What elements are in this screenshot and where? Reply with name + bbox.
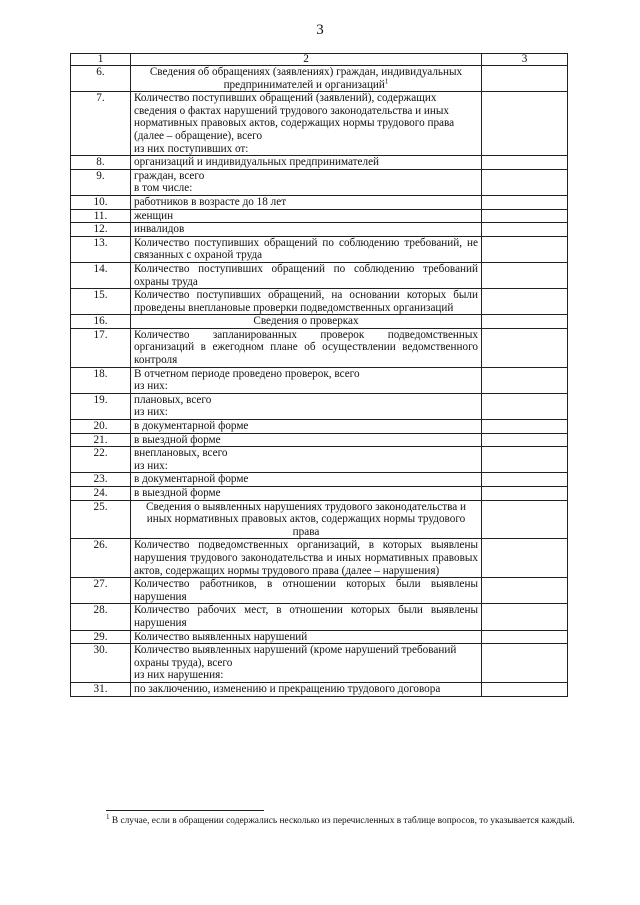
row-number: 23. [71, 473, 131, 487]
row-number: 13. [71, 236, 131, 262]
row-number: 26. [71, 539, 131, 578]
table-row [71, 393, 568, 419]
row-text-line: Количество рабочих мест, в отношении которых были выявлены нарушения [134, 604, 478, 629]
value-cell [482, 315, 568, 329]
footnote [93, 812, 583, 828]
row-text-line: плановых, всего [134, 393, 212, 406]
row-description [131, 644, 482, 683]
table-row [71, 578, 568, 604]
row-text-line: из них поступивших от: [134, 142, 249, 155]
row-number: 30. [71, 644, 131, 683]
row-text-line: в выездной форме [134, 433, 221, 446]
row-text-line: граждан, всего [134, 169, 205, 182]
row-description [131, 328, 482, 367]
section-header-row [71, 66, 568, 92]
row-description [131, 604, 482, 630]
table-row [71, 447, 568, 473]
row-description [131, 433, 482, 447]
value-cell [482, 169, 568, 195]
value-cell [482, 447, 568, 473]
row-description [131, 169, 482, 195]
row-text-line: внеплановых, всего [134, 447, 228, 460]
value-cell [482, 420, 568, 434]
header-cell-2: 2 [131, 54, 482, 66]
value-cell [482, 539, 568, 578]
row-number: 16. [71, 315, 131, 329]
value-cell [482, 289, 568, 315]
value-cell [482, 195, 568, 209]
row-number: 21. [71, 433, 131, 447]
table-row [71, 92, 568, 156]
row-description [131, 578, 482, 604]
footnote-ref: 1 [384, 76, 389, 85]
row-text-line: в выездной форме [134, 487, 221, 499]
row-text-line: в том числе: [134, 182, 193, 195]
row-text-line: инвалидов [134, 223, 185, 236]
row-text-line: Количество выявленных нарушений (кроме нарушений требований охраны труда), всего [134, 644, 457, 669]
value-cell [482, 644, 568, 683]
row-number: 27. [71, 578, 131, 604]
value-cell [482, 66, 568, 92]
table-header-row [71, 54, 568, 66]
row-text-line: Сведения о выявленных нарушениях трудового законодательства и иных нормативных правовых актов, содержащих нормы трудового права [146, 500, 466, 538]
table-row [71, 169, 568, 195]
row-description [131, 630, 482, 644]
row-description [131, 682, 482, 696]
row-number: 31. [71, 682, 131, 696]
value-cell [482, 433, 568, 447]
row-description [131, 236, 482, 262]
table-row [71, 682, 568, 696]
table-row [71, 289, 568, 315]
row-number: 25. [71, 500, 131, 539]
table-row [71, 236, 568, 262]
row-description [131, 473, 482, 487]
row-text-line: Количество подведомственных организаций, в которых выявлены нарушения трудового законодательства и иных нормативных правовых актов, содержащих нормы трудового права (далее – нарушения) [134, 539, 478, 577]
row-text-line: организаций и индивидуальных предпринимателей [134, 156, 380, 169]
row-description [131, 262, 482, 288]
row-text-line: работников в возрасте до 18 лет [134, 195, 287, 208]
table-row [71, 630, 568, 644]
row-description [131, 289, 482, 315]
value-cell [482, 473, 568, 487]
row-text-line: из них: [134, 459, 168, 472]
value-cell [482, 92, 568, 156]
row-text-line: Количество поступивших обращений, на основании которых были проведены внеплановые проверки подведомственных организаций [134, 289, 478, 314]
row-text-line: из них: [134, 380, 168, 393]
table-row [71, 473, 568, 487]
row-description [131, 539, 482, 578]
footnote-text: В случае, если в обращении содержались несколько из перечисленных в таблице вопросов, то указывается каждый. [109, 816, 575, 826]
row-number: 17. [71, 328, 131, 367]
table-row [71, 209, 568, 223]
row-text-line: женщин [134, 209, 174, 222]
row-description [131, 223, 482, 237]
row-description [131, 420, 482, 434]
table-row [71, 223, 568, 237]
row-number: 29. [71, 630, 131, 644]
table-row [71, 644, 568, 683]
value-cell [482, 487, 568, 501]
section-header-row [71, 500, 568, 539]
row-number: 11. [71, 209, 131, 223]
value-cell [482, 209, 568, 223]
row-description [131, 393, 482, 419]
row-number: 20. [71, 420, 131, 434]
row-number: 6. [71, 66, 131, 92]
row-description [131, 156, 482, 170]
row-description [131, 367, 482, 393]
row-number: 8. [71, 156, 131, 170]
table-row [71, 328, 568, 367]
header-cell-3: 3 [482, 54, 568, 66]
row-number: 7. [71, 92, 131, 156]
row-number: 28. [71, 604, 131, 630]
row-text-line: по заключению, изменению и прекращению трудового договора [134, 682, 441, 695]
value-cell [482, 604, 568, 630]
value-cell [482, 156, 568, 170]
table-row [71, 195, 568, 209]
section-header-row [71, 315, 568, 329]
row-description [131, 92, 482, 156]
value-cell [482, 223, 568, 237]
value-cell [482, 682, 568, 696]
row-text-line: В отчетном периоде проведено проверок, всего [134, 367, 360, 380]
row-text-line: Сведения об обращениях (заявлениях) граждан, индивидуальных предпринимателей и организаций [149, 66, 463, 91]
footnote-mark: 1 [106, 812, 110, 821]
section-title [131, 315, 482, 329]
value-cell [482, 578, 568, 604]
row-number: 10. [71, 195, 131, 209]
row-text-line: Сведения о проверках [253, 315, 359, 328]
row-description [131, 209, 482, 223]
row-number: 15. [71, 289, 131, 315]
report-table [70, 53, 568, 697]
section-title [131, 500, 482, 539]
row-text-line: из них: [134, 406, 168, 419]
header-cell-1: 1 [71, 54, 131, 66]
row-description [131, 195, 482, 209]
row-text-line: Количество поступивших обращений (заявлений), содержащих сведения о фактах нарушений трудового законодательства и иных нормативных правовых актов, содержащих нормы трудового права (далее – обращение), всего [134, 92, 455, 142]
page-number: 3 [316, 22, 324, 38]
table-row [71, 262, 568, 288]
value-cell [482, 500, 568, 539]
row-number: 22. [71, 447, 131, 473]
value-cell [482, 262, 568, 288]
value-cell [482, 328, 568, 367]
row-number: 12. [71, 223, 131, 237]
table-row [71, 604, 568, 630]
table-row [71, 367, 568, 393]
row-text-line: в документарной форме [134, 420, 249, 433]
value-cell [482, 630, 568, 644]
row-number: 14. [71, 262, 131, 288]
table-row [71, 539, 568, 578]
row-number: 24. [71, 487, 131, 501]
row-text-line: Количество поступивших обращений по соблюдению требований охраны труда [134, 262, 478, 288]
row-number: 18. [71, 367, 131, 393]
table-row [71, 420, 568, 434]
row-number: 19. [71, 393, 131, 419]
table-row [71, 156, 568, 170]
row-text-line: Количество запланированных проверок подведомственных организаций в ежегодном плане об осуществлении ведомственного контроля [134, 328, 478, 367]
row-text-line: из них нарушения: [134, 669, 224, 682]
value-cell [482, 367, 568, 393]
value-cell [482, 393, 568, 419]
row-text-line: Количество работников, в отношении которых были выявлены нарушения [134, 578, 478, 603]
table-row [71, 487, 568, 501]
row-description [131, 447, 482, 473]
row-text-line: в документарной форме [134, 473, 249, 486]
row-text-line: Количество выявленных нарушений [134, 630, 308, 643]
table-row [71, 433, 568, 447]
footnote-divider [106, 810, 264, 811]
row-number: 9. [71, 169, 131, 195]
row-description [131, 487, 482, 501]
section-title [131, 66, 482, 92]
row-text-line: Количество поступивших обращений по соблюдению требований, не связанных с охраной труда [134, 236, 478, 262]
value-cell [482, 236, 568, 262]
